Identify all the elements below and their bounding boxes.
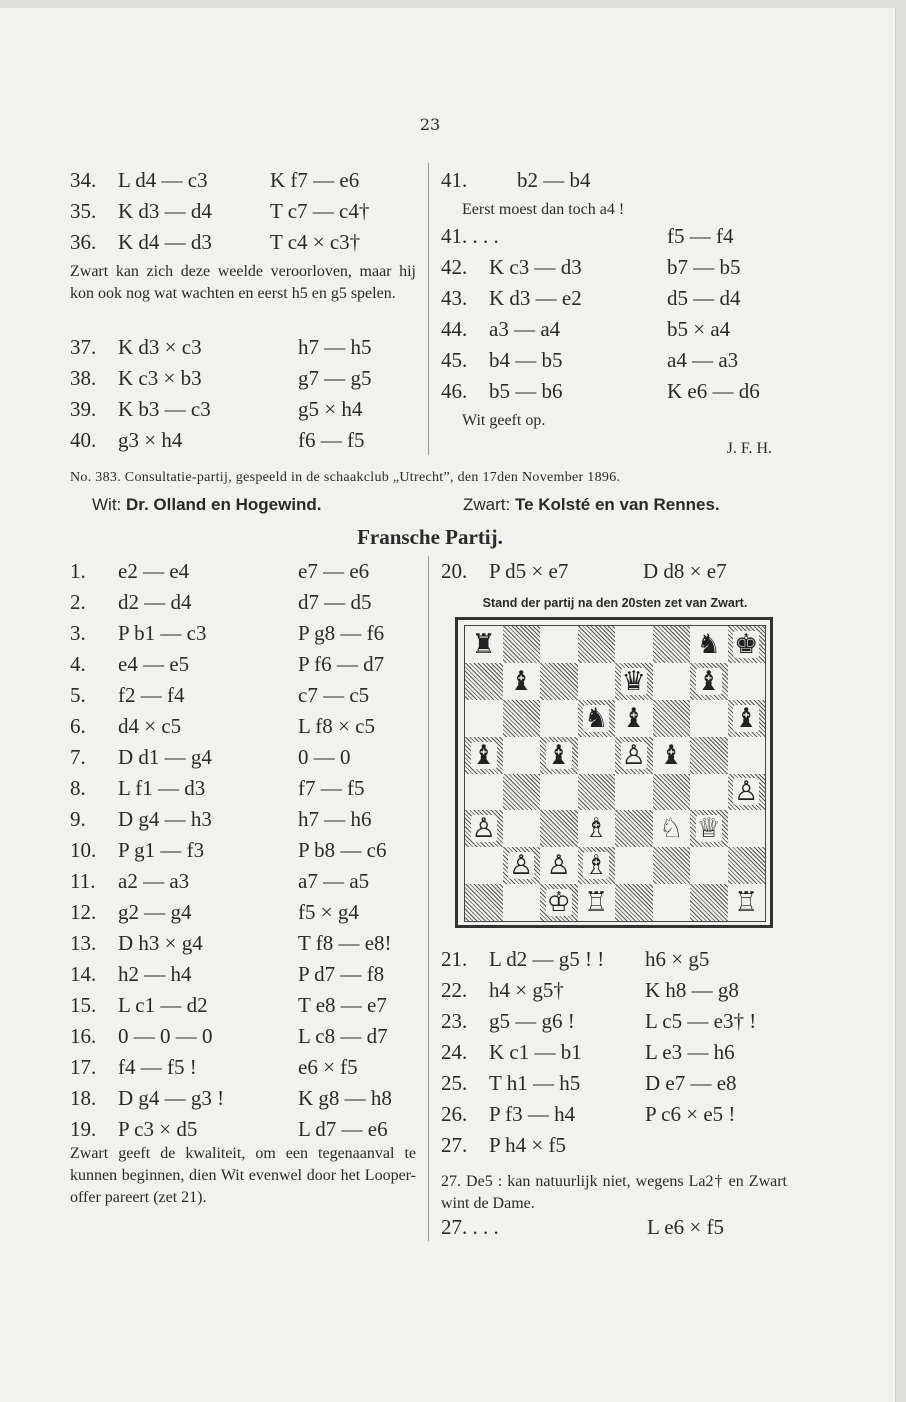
square-d5 [578, 737, 616, 774]
move-row [441, 252, 791, 283]
black-move: 0 — 0 [298, 745, 351, 769]
black-move: L e3 — h6 [645, 1040, 735, 1064]
white-move: P h4 × f5 [489, 1133, 566, 1157]
move-row [441, 1068, 791, 1099]
black-move: D e7 — e8 [645, 1071, 737, 1095]
move-number: 20. [441, 559, 468, 583]
move-row [70, 990, 415, 1021]
black-move: f5 — f4 [667, 224, 734, 248]
black-move: D d8 × e7 [643, 559, 727, 583]
move-row [70, 165, 415, 196]
move-row [70, 804, 415, 835]
move-row [441, 376, 791, 407]
square-e3 [615, 810, 653, 847]
square-g1 [690, 884, 728, 921]
square-c3 [540, 810, 578, 847]
black-move: h7 — h5 [298, 335, 372, 359]
move-number: 43. [441, 286, 468, 310]
square-a4 [465, 774, 503, 811]
square-b3 [503, 810, 541, 847]
black-move: g7 — g5 [298, 366, 372, 390]
move-row [441, 345, 791, 376]
white-move: K c1 — b1 [489, 1040, 582, 1064]
move-number: 25. [441, 1071, 468, 1095]
black-move: T f8 — e8! [298, 931, 392, 955]
move-number: 22. [441, 978, 468, 1002]
move-row [70, 649, 415, 680]
square-f3 [653, 810, 691, 847]
white-players-line [92, 495, 322, 515]
square-b7 [503, 663, 541, 700]
square-f7 [653, 663, 691, 700]
square-d2 [578, 847, 616, 884]
move-row [441, 944, 791, 975]
chess-piece-icon: ♞ [696, 628, 721, 660]
black-move: L c8 — d7 [298, 1024, 388, 1048]
column-divider-bottom [428, 556, 429, 1241]
move-number: 13. [70, 931, 97, 955]
move-row [441, 1099, 791, 1130]
square-h2 [728, 847, 766, 884]
white-move: P b1 — c3 [118, 621, 207, 645]
black-move: K h8 — g8 [645, 978, 739, 1002]
move-number: 6. [70, 714, 86, 738]
move-number: 40. [70, 428, 97, 452]
page-number: 23 [419, 115, 441, 134]
move-number: 17. [70, 1055, 97, 1079]
black-move: L f8 × c5 [298, 714, 375, 738]
white-move: P c3 × d5 [118, 1117, 198, 1141]
chess-piece-icon: ♖ [584, 887, 609, 919]
square-f6 [653, 700, 691, 737]
square-d8 [578, 626, 616, 663]
chess-piece-icon: ♝ [734, 702, 759, 734]
chess-piece-icon: ♝ [621, 702, 646, 734]
black-move: e6 × f5 [298, 1055, 358, 1079]
move-row [70, 556, 415, 587]
right-move-list [441, 944, 791, 1161]
square-b5 [503, 737, 541, 774]
white-move: b4 — b5 [489, 348, 563, 372]
black-move: P c6 × e5 ! [645, 1102, 736, 1126]
black-move: b5 × a4 [667, 317, 731, 341]
white-move: g3 × h4 [118, 428, 183, 452]
move-row [441, 1130, 791, 1161]
chess-piece-icon: ♙ [546, 850, 571, 882]
move-number: 35. [70, 199, 97, 223]
move-row [70, 711, 415, 742]
chess-piece-icon: ♝ [659, 739, 684, 771]
move-number: 11. [70, 869, 96, 893]
move-row [70, 363, 415, 394]
white-move: K c3 — d3 [489, 255, 582, 279]
square-d3 [578, 810, 616, 847]
square-f8 [653, 626, 691, 663]
black-move: a4 — a3 [667, 348, 739, 372]
move-row [70, 773, 415, 804]
top-left-moves [70, 165, 415, 258]
white-move: 0 — 0 — 0 [118, 1024, 213, 1048]
black-move: f5 × g4 [298, 900, 359, 924]
page [0, 8, 896, 1402]
move-number: 15. [70, 993, 97, 1017]
move-number: 24. [441, 1040, 468, 1064]
square-g5 [690, 737, 728, 774]
black-move: P d7 — f8 [298, 962, 385, 986]
move-number: 26. [441, 1102, 468, 1126]
game-header: No. 383. Consultatie-partij, gespeeld in de schaakclub „Utrecht”, den 17den November 1896. [70, 470, 621, 485]
move-row [70, 866, 415, 897]
move-number: 3. [70, 621, 86, 645]
white-move: g2 — g4 [118, 900, 192, 924]
white-move: K c3 × b3 [118, 366, 202, 390]
move-number: 7. [70, 745, 86, 769]
square-f4 [653, 774, 691, 811]
white-move: f2 — f4 [118, 683, 185, 707]
square-f1 [653, 884, 691, 921]
chess-piece-icon: ♙ [471, 813, 496, 845]
top-right-move-41 [441, 165, 791, 196]
move-row [70, 928, 415, 959]
white-move: T h1 — h5 [489, 1071, 581, 1095]
square-b8 [503, 626, 541, 663]
square-e2 [615, 847, 653, 884]
top-left-moves-2 [70, 332, 415, 456]
move-row [70, 227, 415, 258]
black-move: P b8 — c6 [298, 838, 387, 862]
move-row [441, 221, 791, 252]
white-move: K d3 × c3 [118, 335, 202, 359]
square-a1 [465, 884, 503, 921]
square-h7 [728, 663, 766, 700]
move-number: 34. [70, 168, 97, 192]
opening-title: Fransche Partij. [357, 525, 503, 549]
move-number: 12. [70, 900, 97, 924]
black-move: L d7 — e6 [298, 1117, 388, 1141]
square-f5 [653, 737, 691, 774]
chess-board [464, 625, 766, 922]
chess-piece-icon: ♙ [621, 739, 646, 771]
move-20 [441, 556, 791, 587]
square-c5 [540, 737, 578, 774]
chess-piece-icon: ♔ [546, 887, 571, 919]
move-row [441, 975, 791, 1006]
black-move: a7 — a5 [298, 869, 370, 893]
black-move: T e8 — e7 [298, 993, 387, 1017]
move-number: 38. [70, 366, 97, 390]
black-move: c7 — c5 [298, 683, 370, 707]
move-row [70, 425, 415, 456]
square-b6 [503, 700, 541, 737]
chess-piece-icon: ♗ [584, 850, 609, 882]
white-move: b5 — b6 [489, 379, 563, 403]
move-row [441, 1212, 791, 1243]
square-a6 [465, 700, 503, 737]
move-row [441, 556, 791, 587]
square-e5 [615, 737, 653, 774]
black-move: h6 × g5 [645, 947, 710, 971]
square-c7 [540, 663, 578, 700]
black-move: P g8 — f6 [298, 621, 385, 645]
square-h5 [728, 737, 766, 774]
chess-piece-icon: ♙ [734, 776, 759, 808]
move-number: 18. [70, 1086, 97, 1110]
square-a3 [465, 810, 503, 847]
square-d4 [578, 774, 616, 811]
black-move: f7 — f5 [298, 776, 365, 800]
last-move [441, 1212, 791, 1243]
move-row [70, 1021, 415, 1052]
left-note: Zwart geeft de kwaliteit, om een tegenaanval te kunnen beginnen, dien Wit evenwel door het Looper-offer pareert (zet 21). [70, 1145, 416, 1206]
white-move: D h3 × g4 [118, 931, 203, 955]
white-move: P f3 — h4 [489, 1102, 576, 1126]
move-number: 37. [70, 335, 97, 359]
black-move: K e6 — d6 [667, 379, 760, 403]
move-row [70, 394, 415, 425]
black-label: Zwart: [463, 495, 511, 514]
square-d6 [578, 700, 616, 737]
black-move: T c4 × c3† [270, 230, 361, 254]
square-g3 [690, 810, 728, 847]
white-move: L f1 — d3 [118, 776, 206, 800]
chess-piece-icon: ♞ [584, 702, 609, 734]
white-move: h4 × g5† [489, 978, 564, 1002]
chess-piece-icon: ♗ [584, 813, 609, 845]
move-number: 14. [70, 962, 97, 986]
black-move: h7 — h6 [298, 807, 372, 831]
move-number: 46. [441, 379, 468, 403]
move-row [441, 1006, 791, 1037]
move-row [441, 314, 791, 345]
white-move: K b3 — c3 [118, 397, 211, 421]
move-row [70, 1052, 415, 1083]
white-players: Dr. Olland en Hogewind. [126, 495, 322, 514]
white-move: K d3 — d4 [118, 199, 212, 223]
move-number: 45. [441, 348, 468, 372]
move-number: 4. [70, 652, 86, 676]
square-e1 [615, 884, 653, 921]
white-move: P d5 × e7 [489, 559, 569, 583]
square-a2 [465, 847, 503, 884]
square-e7 [615, 663, 653, 700]
white-move: L d4 — c3 [118, 168, 208, 192]
left-move-list [70, 556, 415, 1145]
black-players-line [463, 495, 720, 515]
square-e4 [615, 774, 653, 811]
move-row [70, 332, 415, 363]
white-move: e2 — e4 [118, 559, 190, 583]
black-move: K g8 — h8 [298, 1086, 392, 1110]
square-e8 [615, 626, 653, 663]
square-g2 [690, 847, 728, 884]
move-number: 39. [70, 397, 97, 421]
square-c2 [540, 847, 578, 884]
chess-piece-icon: ♝ [471, 739, 496, 771]
chess-piece-icon: ♝ [546, 739, 571, 771]
white-move: f4 — f5 ! [118, 1055, 197, 1079]
white-move: K d3 — e2 [489, 286, 582, 310]
top-right-note-1: Eerst moest dan toch a4 ! [462, 201, 625, 218]
chess-piece-icon: ♝ [696, 665, 721, 697]
move-row [70, 1083, 415, 1114]
signature: J. F. H. [726, 440, 772, 457]
move-number: 21. [441, 947, 468, 971]
white-move: a2 — a3 [118, 869, 190, 893]
white-move: D g4 — g3 ! [118, 1086, 225, 1110]
move-number: 1. [70, 559, 86, 583]
move-number: 23. [441, 1009, 468, 1033]
black-move: P f6 — d7 [298, 652, 385, 676]
white-move: d4 × c5 [118, 714, 182, 738]
square-c8 [540, 626, 578, 663]
move-number: 16. [70, 1024, 97, 1048]
square-h8 [728, 626, 766, 663]
move-number: 5. [70, 683, 86, 707]
white-move: L c1 — d2 [118, 993, 208, 1017]
square-a8 [465, 626, 503, 663]
move-row [70, 897, 415, 928]
move-number: 2. [70, 590, 86, 614]
chess-piece-icon: ♝ [509, 665, 534, 697]
chess-piece-icon: ♜ [471, 628, 496, 660]
diagram-caption: Stand der partij na den 20sten zet van Zwart. [482, 596, 748, 610]
black-move: K f7 — e6 [270, 168, 360, 192]
move-row [70, 835, 415, 866]
move-number: 42. [441, 255, 468, 279]
move-row [70, 742, 415, 773]
square-g7 [690, 663, 728, 700]
square-f2 [653, 847, 691, 884]
chess-piece-icon: ♕ [696, 813, 721, 845]
square-c4 [540, 774, 578, 811]
white-move: D g4 — h3 [118, 807, 212, 831]
black-move: f6 — f5 [298, 428, 365, 452]
move-number: 8. [70, 776, 86, 800]
chess-piece-icon: ♙ [509, 850, 534, 882]
square-d1 [578, 884, 616, 921]
chess-piece-icon: ♘ [659, 813, 684, 845]
white-label: Wit: [92, 495, 122, 514]
square-h3 [728, 810, 766, 847]
move-row [441, 283, 791, 314]
black-move: e7 — e6 [298, 559, 370, 583]
top-right-note-2: Wit geeft op. [462, 412, 546, 429]
square-e6 [615, 700, 653, 737]
square-c1 [540, 884, 578, 921]
right-note: 27. De5 : kan natuurlijk niet, wegens La2† en Zwart wint de Dame. [441, 1173, 787, 1212]
black-move: L c5 — e3† ! [645, 1009, 757, 1033]
chess-piece-icon: ♛ [621, 665, 646, 697]
move-number: 19. [70, 1117, 97, 1141]
black-move: T c7 — c4† [270, 199, 370, 223]
move-row [70, 1114, 415, 1145]
move-row [70, 680, 415, 711]
square-g4 [690, 774, 728, 811]
square-a5 [465, 737, 503, 774]
square-a7 [465, 663, 503, 700]
move-number: 27. [441, 1133, 468, 1157]
square-g6 [690, 700, 728, 737]
black-players: Te Kolsté en van Rennes. [514, 495, 720, 514]
white-move: d2 — d4 [118, 590, 192, 614]
column-divider-top [428, 163, 429, 455]
move-row [70, 618, 415, 649]
white-move: h2 — h4 [118, 962, 192, 986]
white-move: e4 — e5 [118, 652, 190, 676]
chess-diagram [455, 617, 773, 928]
move-row [441, 1037, 791, 1068]
top-right-moves [441, 221, 791, 407]
move-number: 44. [441, 317, 468, 341]
square-g8 [690, 626, 728, 663]
chess-piece-icon: ♚ [734, 628, 759, 660]
move-row [70, 959, 415, 990]
square-b4 [503, 774, 541, 811]
move-number: 27. . . . [441, 1215, 499, 1239]
square-c6 [540, 700, 578, 737]
move-number: 41. . . . [441, 224, 499, 248]
chess-piece-icon: ♖ [734, 887, 759, 919]
move-number: 10. [70, 838, 97, 862]
square-h6 [728, 700, 766, 737]
white-move: P g1 — f3 [118, 838, 205, 862]
move-number: 41. [441, 168, 468, 192]
black-move: g5 × h4 [298, 397, 363, 421]
move-number: 9. [70, 807, 86, 831]
black-move: d5 — d4 [667, 286, 741, 310]
white-move: g5 — g6 ! [489, 1009, 575, 1033]
white-move: b2 — b4 [517, 168, 591, 192]
square-h4 [728, 774, 766, 811]
black-move: b7 — b5 [667, 255, 741, 279]
square-d7 [578, 663, 616, 700]
top-left-note: Zwart kan zich deze weelde veroorloven, maar hij kon ook nog wat wachten en eerst h5 en g5 spelen. [70, 263, 416, 302]
move-row [441, 165, 791, 196]
square-b2 [503, 847, 541, 884]
black-move: L e6 × f5 [647, 1215, 724, 1239]
white-move: L d2 — g5 ! ! [489, 947, 605, 971]
white-move: a3 — a4 [489, 317, 561, 341]
move-number: 36. [70, 230, 97, 254]
square-b1 [503, 884, 541, 921]
move-row [70, 587, 415, 618]
white-move: D d1 — g4 [118, 745, 212, 769]
move-row [70, 196, 415, 227]
black-move: d7 — d5 [298, 590, 372, 614]
white-move: K d4 — d3 [118, 230, 212, 254]
square-h1 [728, 884, 766, 921]
